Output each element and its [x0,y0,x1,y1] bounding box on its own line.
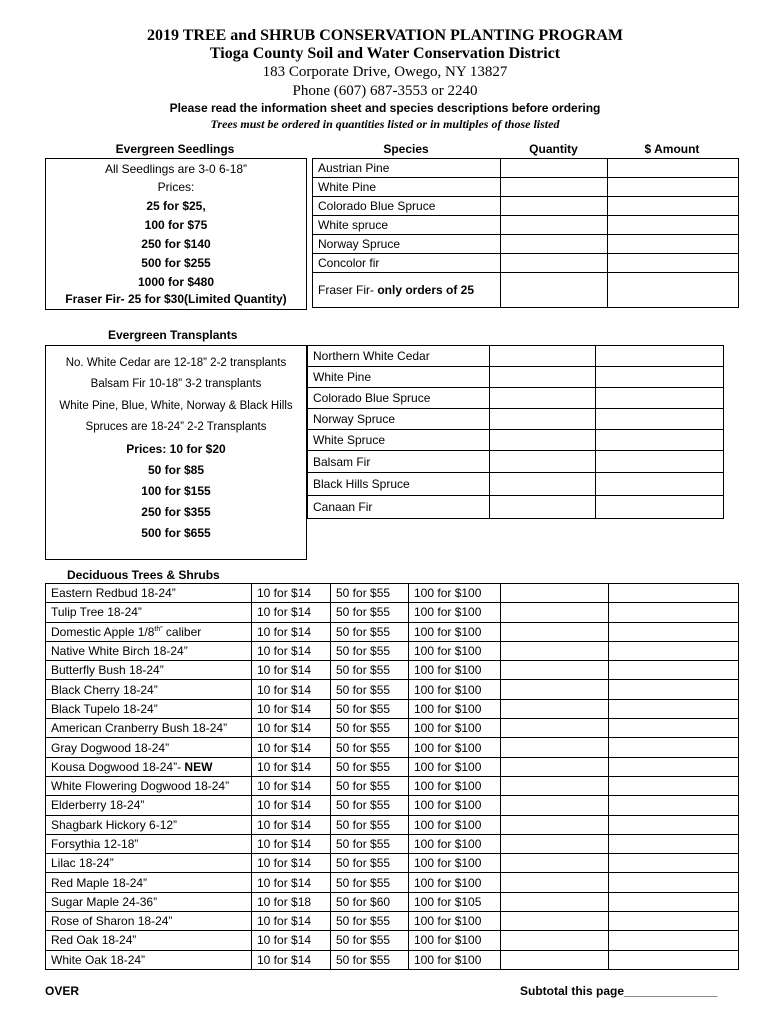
quantity-input[interactable] [490,388,596,409]
amount-input[interactable] [609,641,739,660]
quantity-input[interactable] [501,159,608,178]
price-p50: 50 for $55 [331,641,409,660]
amount-input[interactable] [596,496,724,519]
price-p100: 100 for $100 [409,854,501,873]
quantity-input[interactable] [490,473,596,496]
table-row [46,950,739,969]
deciduous-heading: Deciduous Trees & Shrubs [67,568,220,582]
table-row [46,815,739,834]
price-p50: 50 for $55 [331,776,409,795]
quantity-input[interactable] [490,367,596,388]
tree-species-name: Domestic Apple 1/8 [51,624,155,639]
tree-species-name: Eastern Redbud 18-24” [51,586,176,601]
tree-species-name: Rose of Sharon 18-24” [51,914,173,929]
price-p50: 50 for $55 [331,854,409,873]
quantity-input[interactable] [501,931,609,950]
fraser-fir-price: Fraser Fir- 25 for $30(Limited Quantity) [65,292,287,306]
price-p100: 100 for $100 [409,584,501,603]
tree-species [46,641,252,660]
quantity-input[interactable] [501,641,609,660]
quantity-input[interactable] [501,235,608,254]
transplant-species: Black Hills Spruce [308,473,490,496]
tree-species [46,834,252,853]
seedlings-price-500: 500 for $255 [141,256,211,270]
species-heading: Species [383,142,429,156]
transplant-price-50: 50 for $85 [147,463,205,477]
evergreen-seedlings-heading: Evergreen Seedlings [115,142,235,156]
price-p10: 10 for $14 [252,931,331,950]
quantity-input[interactable] [501,873,609,892]
quantity-input[interactable] [490,346,596,367]
quantity-input[interactable] [490,409,596,430]
transplants-order-table [307,345,724,519]
quantity-input[interactable] [501,815,609,834]
amount-input[interactable] [609,680,739,699]
tree-species [46,661,252,680]
seedlings-order-table [312,158,739,308]
org-name: Tioga County Soil and Water Conservation District [209,45,561,62]
amount-input[interactable] [609,854,739,873]
seedling-species: Norway Spruce [313,235,501,254]
amount-input[interactable] [609,584,739,603]
price-p100: 100 for $100 [409,776,501,795]
amount-input[interactable] [596,473,724,496]
price-p100: 100 for $100 [409,873,501,892]
price-p50: 50 for $55 [331,738,409,757]
subtotal-label: Subtotal this page______________ [520,984,718,998]
tree-species [46,854,252,873]
table-row [46,699,739,718]
tree-species-name: Shagbark Hickory 6-12” [51,817,178,832]
tree-species [46,738,252,757]
price-p10: 10 for $14 [252,584,331,603]
price-p10: 10 for $14 [252,776,331,795]
amount-input[interactable] [596,451,724,473]
price-p10: 10 for $14 [252,603,331,622]
amount-input[interactable] [609,719,739,738]
tree-species-name: American Cranberry Bush 18-24” [51,721,228,736]
spruce-size: Spruces are 18-24” 2-2 Transplants [85,421,267,433]
tree-species-name: White Oak 18-24” [51,952,146,967]
quantity-input[interactable] [490,451,596,473]
quantity-input[interactable] [501,796,609,815]
transplant-price-100: 100 for $155 [141,484,211,498]
price-p50: 50 for $55 [331,931,409,950]
seedling-species: Concolor fir [313,254,501,273]
tree-species-name: Kousa Dogwood 18-24”- [51,759,185,774]
amount-input[interactable] [609,892,739,911]
seedlings-price-100: 100 for $75 [144,218,208,232]
price-p10: 10 for $14 [252,622,331,641]
amount-input[interactable] [596,367,724,388]
quantity-input[interactable] [501,834,609,853]
table-row [46,796,739,815]
price-p50: 50 for $60 [331,892,409,911]
amount-input[interactable] [609,950,739,969]
amount-input[interactable] [596,346,724,367]
cedar-size: No. White Cedar are 12-18” 2-2 transplants [65,357,287,369]
amount-input[interactable] [609,796,739,815]
amount-input[interactable] [609,757,739,776]
amount-input[interactable] [609,931,739,950]
tree-species-suffix: caliber [162,624,202,639]
price-p10: 10 for $14 [252,854,331,873]
fraser-fir-species [313,273,501,308]
tree-species [46,873,252,892]
tree-species [46,815,252,834]
price-p100: 100 for $100 [409,719,501,738]
transplant-species: Canaan Fir [308,496,490,519]
tree-species [46,892,252,911]
seedlings-size: All Seedlings are 3-0 6-18” [104,162,248,176]
tree-species [46,622,252,641]
table-row [46,738,739,757]
org-address: 183 Corporate Drive, Owego, NY 13827 [262,64,508,80]
quantity-input[interactable] [490,496,596,519]
price-p10: 10 for $14 [252,912,331,931]
evergreen-transplants-heading: Evergreen Transplants [108,328,238,342]
amount-input[interactable] [596,388,724,409]
price-p10: 10 for $14 [252,873,331,892]
transplant-species: Balsam Fir [308,451,490,473]
tree-species-name: Lilac 18-24” [51,856,114,871]
tree-species [46,912,252,931]
price-p10: 10 for $14 [252,950,331,969]
table-row [46,680,739,699]
transplant-species: Norway Spruce [308,409,490,430]
amount-input[interactable] [608,159,739,178]
tree-species [46,950,252,969]
price-p50: 50 for $55 [331,661,409,680]
table-row [46,854,739,873]
amount-input[interactable] [608,178,739,197]
quantity-input[interactable] [501,854,609,873]
amount-input[interactable] [609,912,739,931]
tree-species [46,680,252,699]
amount-input[interactable] [609,603,739,622]
tree-species-name: Elderberry 18-24” [51,798,145,813]
price-p100: 100 for $100 [409,834,501,853]
tree-species [46,699,252,718]
quantity-input[interactable] [501,757,609,776]
seedlings-price-250: 250 for $140 [141,237,211,251]
price-p100: 100 for $100 [409,680,501,699]
quantity-input[interactable] [501,661,609,680]
transplant-price-10: Prices: 10 for $20 [126,442,226,456]
tree-species-name: Black Tupelo 18-24” [51,701,158,716]
transplant-species: White Spruce [308,430,490,451]
table-row [46,834,739,853]
new-badge: NEW [184,759,213,774]
deciduous-order-table [45,583,739,970]
price-p10: 10 for $14 [252,738,331,757]
table-row [46,873,739,892]
tree-species-name: Red Maple 18-24” [51,875,148,890]
transplant-species: White Pine [308,367,490,388]
over-label: OVER [45,984,80,998]
amount-input[interactable] [609,622,739,641]
quantity-notice: Trees must be ordered in quantities listed or in multiples of those listed [210,117,560,131]
price-p10: 10 for $18 [252,892,331,911]
amount-input[interactable] [608,273,739,308]
quantity-input[interactable] [501,719,609,738]
price-p50: 50 for $55 [331,912,409,931]
amount-input[interactable] [609,738,739,757]
price-p10: 10 for $14 [252,796,331,815]
tree-species [46,757,252,776]
table-row [46,892,739,911]
table-row [46,719,739,738]
quantity-input[interactable] [501,178,608,197]
seedling-species: Colorado Blue Spruce [313,197,501,216]
tree-species-name: Black Cherry 18-24” [51,682,158,697]
tree-species-name: Butterfly Bush 18-24” [51,663,164,678]
seedling-species: Austrian Pine [313,159,501,178]
tree-species-name: Red Oak 18-24” [51,933,137,948]
amount-input[interactable] [609,815,739,834]
tree-species-name: White Flowering Dogwood 18-24” [51,779,230,794]
price-p10: 10 for $14 [252,757,331,776]
price-p100: 100 for $100 [409,661,501,680]
transplant-price-500: 500 for $655 [141,526,211,540]
price-p10: 10 for $14 [252,680,331,699]
price-p100: 100 for $100 [409,757,501,776]
quantity-input[interactable] [501,197,608,216]
price-p10: 10 for $14 [252,699,331,718]
tree-species [46,796,252,815]
price-p50: 50 for $55 [331,584,409,603]
table-row [46,757,739,776]
price-p10: 10 for $14 [252,661,331,680]
amount-input[interactable] [609,661,739,680]
price-p50: 50 for $55 [331,757,409,776]
price-p100: 100 for $100 [409,931,501,950]
price-p100: 100 for $105 [409,892,501,911]
seedlings-price-1000: 1000 for $480 [137,275,215,289]
price-p50: 50 for $55 [331,699,409,718]
table-row [46,661,739,680]
price-p100: 100 for $100 [409,912,501,931]
table-row [46,931,739,950]
amount-input[interactable] [608,235,739,254]
tree-species [46,584,252,603]
quantity-input[interactable] [501,273,608,308]
price-p50: 50 for $55 [331,603,409,622]
price-p10: 10 for $14 [252,834,331,853]
seedlings-price-25: 25 for $25, [146,199,206,213]
quantity-input[interactable] [501,912,609,931]
price-p100: 100 for $100 [409,738,501,757]
amount-input[interactable] [609,834,739,853]
price-p100: 100 for $100 [409,815,501,834]
org-phone: Phone (607) 687-3553 or 2240 [292,83,478,99]
seedlings-info-box [45,158,307,310]
amount-heading: $ Amount [644,142,700,156]
amount-input[interactable] [608,254,739,273]
transplants-info-box [45,345,307,560]
seedlings-prices-label: Prices: [157,180,195,194]
tree-species-name: Forsythia 12-18” [51,837,139,851]
amount-input[interactable] [609,776,739,795]
tree-species-name: Native White Birch 18-24” [51,644,188,659]
quantity-input[interactable] [501,680,609,699]
transplant-species: Colorado Blue Spruce [308,388,490,409]
price-p50: 50 for $55 [331,815,409,834]
fraser-fir-restriction: only orders of 25 [377,283,475,297]
quantity-input[interactable] [501,622,609,641]
price-p100: 100 for $100 [409,950,501,969]
amount-input[interactable] [608,197,739,216]
price-p100: 100 for $100 [409,641,501,660]
price-p50: 50 for $55 [331,873,409,892]
superscript: th” [154,625,163,633]
table-row [46,641,739,660]
quantity-input[interactable] [501,776,609,795]
spruce-types: White Pine, Blue, White, Norway & Black Hills [59,400,293,412]
amount-input[interactable] [609,873,739,892]
quantity-input[interactable] [501,603,609,622]
transplant-price-250: 250 for $355 [141,505,211,519]
tree-species [46,776,252,795]
price-p10: 10 for $14 [252,815,331,834]
tree-species [46,603,252,622]
amount-input[interactable] [596,430,724,451]
transplant-species: Northern White Cedar [308,346,490,367]
quantity-input[interactable] [501,254,608,273]
tree-species [46,931,252,950]
price-p100: 100 for $100 [409,603,501,622]
amount-input[interactable] [608,216,739,235]
balsam-size: Balsam Fir 10-18” 3-2 transplants [90,378,262,390]
price-p50: 50 for $55 [331,950,409,969]
table-row [46,584,739,603]
price-p100: 100 for $100 [409,699,501,718]
price-p50: 50 for $55 [331,796,409,815]
quantity-input[interactable] [501,738,609,757]
quantity-input[interactable] [501,216,608,235]
price-p50: 50 for $55 [331,622,409,641]
price-p10: 10 for $14 [252,641,331,660]
table-row [46,622,739,641]
price-p50: 50 for $55 [331,834,409,853]
amount-input[interactable] [596,409,724,430]
tree-species-name: Tulip Tree 18-24” [51,605,142,620]
fraser-fir-name: Fraser Fir- [318,283,378,297]
price-p100: 100 for $100 [409,622,501,641]
tree-species-name: Sugar Maple 24-36” [51,894,158,909]
ordering-notice: Please read the information sheet and species descriptions before ordering [169,101,601,115]
amount-input[interactable] [609,699,739,718]
price-p50: 50 for $55 [331,680,409,699]
tree-species [46,719,252,738]
price-p10: 10 for $14 [252,719,331,738]
quantity-heading: Quantity [529,142,578,156]
price-p50: 50 for $55 [331,719,409,738]
table-row [46,776,739,795]
seedling-species: White Pine [313,178,501,197]
table-row [46,603,739,622]
quantity-input[interactable] [501,950,609,969]
seedling-species: White spruce [313,216,501,235]
tree-species-name: Gray Dogwood 18-24” [51,740,170,755]
quantity-input[interactable] [501,699,609,718]
price-p100: 100 for $100 [409,796,501,815]
table-row [46,912,739,931]
page-title: 2019 TREE and SHRUB CONSERVATION PLANTING PROGRAM [147,27,623,44]
quantity-input[interactable] [490,430,596,451]
quantity-input[interactable] [501,892,609,911]
quantity-input[interactable] [501,584,609,603]
